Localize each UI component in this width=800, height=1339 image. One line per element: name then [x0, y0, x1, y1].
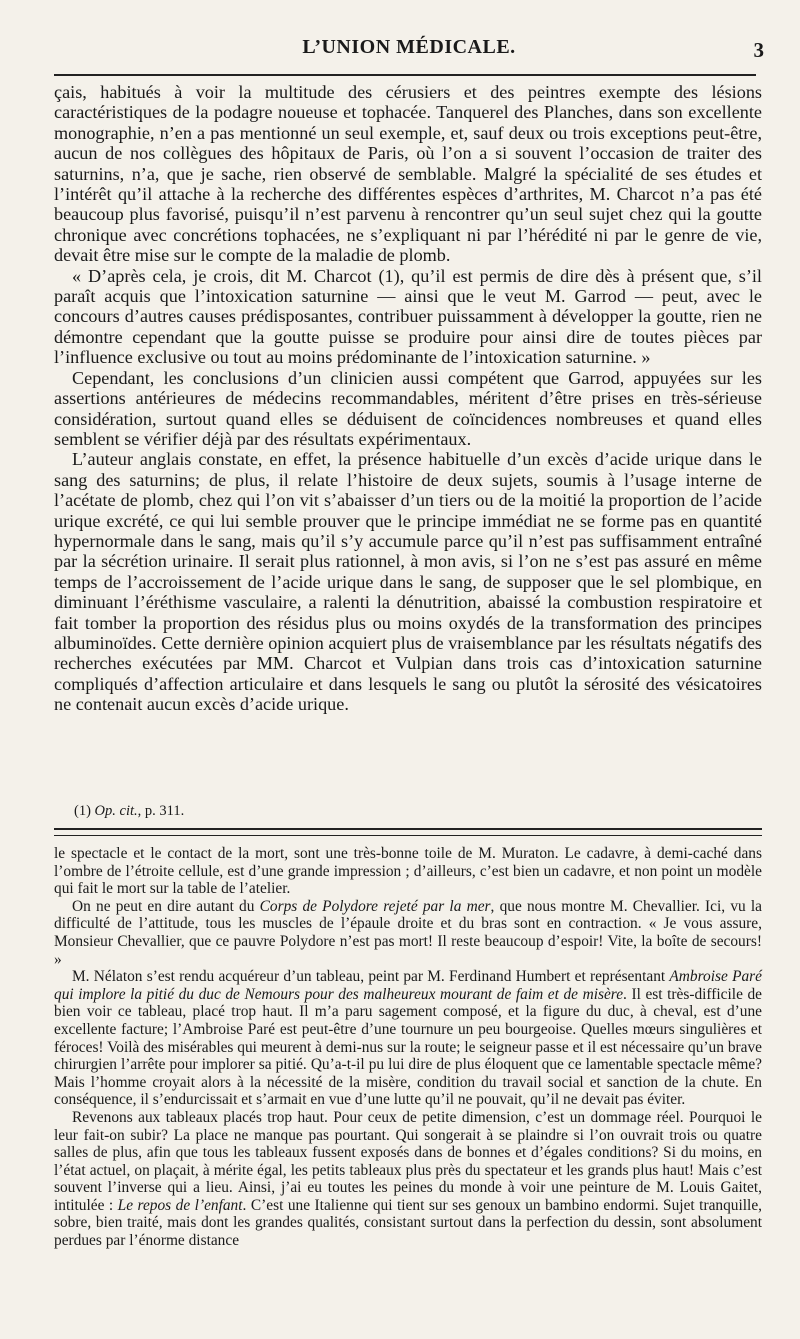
paragraph-3: Cependant, les conclusions d’un clinicien aussi compétent que Garrod, appuyées sur les assertions antérieures de médecins recommandables, méritent d’être prises en très-sérieuse considération, surtout quand elles se déduisent de coïncidences nombreuses et quand elles semblent se vérifier déjà par des résultats expérimentaux.: [54, 367, 762, 449]
main-article-text: [54, 82, 762, 715]
footnote-marker: (1): [74, 803, 91, 819]
feuilleton-paragraph-4: [54, 1109, 762, 1250]
artwork-title: Le repos de l’enfant: [117, 1196, 243, 1214]
artwork-title: Ambroise Paré qui implore la pitié du duc de Nemours pour des malheureux mourant de faim et de misère: [54, 968, 762, 1003]
footnote-source: Op. cit.: [94, 803, 138, 819]
running-title: L’UNION MÉDICALE.: [302, 36, 516, 58]
page-header: [54, 36, 764, 68]
feuilleton-text: [54, 845, 762, 1250]
text-run: . Il est très-difficile de bien voir ce tableau, placé trop haut. Il m’a paru sagement composé, et la figure du duc, à cheval, est d’une excellente facture; l’Ambroise Paré est peut-être d’une tournure un peu bourgeoise. Quelles mœurs singulières et féroces! Voilà des misérables qui meurent à demi-nus sur la route; le seigneur passe et il est nécessaire qu’un brave chirurgien l’arrête pour implorer sa pitié. Qu’a-t-il pu lui dire de plus éloquent que ce lamentable spectacle même? Mais l’homme croyait alors à la nécessité de la misère, condition du travail social et sanction de la chute. En conséquence, il s’endurcissait et s’armait en vue d’une lutte qu’il ne pouvait, qu’il ne devait pas éviter.: [54, 985, 762, 1109]
feuilleton-paragraph-2: [54, 898, 762, 968]
footnote-page: , p. 311.: [137, 803, 185, 819]
footnote: [74, 802, 184, 820]
text-run: Revenons aux tableaux placés trop haut. Pour ceux de petite dimension, c’est un dommage réel. Pourquoi le leur fait-on subir? La place ne manque pas pourtant. Qui songerait à se plaindre si l’on ouvrait trois ou quatre salles de plus, afin que tous les tableaux fussent exposés dans de bonnes et d’égales conditions? Si du moins, en l’état actuel, on plaçait, à mérite égal, les petits tableaux plus près du spectateur et les grands plus haut! Mais c’est souvent l’inverse qui a lieu. Ainsi, j’ai eu toutes les peines du monde à voir une peinture de M. Louis Gaitet, intitulée :: [54, 1108, 762, 1214]
text-run: On ne peut en dire autant du: [72, 897, 260, 915]
paragraph-1: çais, habitués à voir la multitude des cérusiers et des peintres exempte des lésions caractéristiques de la podagre noueuse et tophacée. Tanquerel des Planches, dans son excellente monographie, n’en a pas mentionné un seul exemple, et, sauf deux ou trois exceptions peut-être, aucun de nos collègues des hôpitaux de Paris, où l’on a si souvent l’occasion de traiter des saturnins, n’a, que je sache, rien observé de semblable. Malgré la spécialité de ses études et l’intérêt qu’il attache à la recherche des différentes espèces d’arthrites, M. Charcot n’a pas été beaucoup plus favorisé, puisqu’il n’est parvenu à rencontrer qu’un seul sujet chez qui la goutte chronique avec concrétions tophacées, ne s’expliquant ni par l’hérédité ni par le genre de vie, devait être mise sur le compte de la maladie de plomb.: [54, 82, 762, 266]
feuilleton-paragraph-1: le spectacle et le contact de la mort, sont une très-bonne toile de M. Muraton. Le cadavre, à demi-caché dans l’ombre de l’étroite cellule, est d’une grande impression ; d’ailleurs, c’est bien un cadavre, et non point un modèle qui fait le mort sur la table de l’atelier.: [54, 845, 762, 898]
artwork-title: Corps de Polydore rejeté par la mer: [259, 897, 491, 915]
paragraph-2: « D’après cela, je crois, dit M. Charcot (1), qu’il est permis de dire dès à présent que, s’il paraît acquis que l’intoxication saturnine — ainsi que le veut M. Garrod — peut, avec le concours d’autres causes prédisposantes, contribuer puissamment à développer la goutte, rien ne démontre cependant que la goutte puisse se produire pour ainsi dire de toutes pièces par l’influence exclusive ou tout au moins prédominante de l’intoxication saturnine. »: [54, 265, 762, 368]
header-rule: [54, 74, 756, 76]
page-number: 3: [753, 38, 764, 62]
feuilleton-paragraph-3: [54, 968, 762, 1109]
text-run: , que nous montre M. Chevallier. Ici, vu la difficulté de l’attitude, tous les muscles de l’épaule droite et du bras sont en contraction. « Je vous assure, Monsieur Chevallier, que ce pauvre Polydore n’est pas mort! Il reste beaucoup d’espoir! Vite, la boîte de secours! »: [54, 897, 763, 968]
section-divider: [54, 828, 762, 836]
text-run: . C’est une Italienne qui tient sur ses genoux un bambino endormi. Sujet tranquille, sobre, bien traité, mais dont les grandes qualités, consistant surtout dans la perfection du dessin, sont absolument perdues par l’énorme distance: [54, 1196, 762, 1250]
paragraph-4: L’auteur anglais constate, en effet, la présence habituelle d’un excès d’acide urique dans le sang des saturnins; de plus, il relate l’histoire de deux sujets, soumis à l’usage interne de l’acétate de plomb, chez qui l’on vit s’abaisser d’un tiers ou de la moitié la proportion de l’acide urique excrété, ce qui lui semble prouver que le principe immédiat ne se forme pas en quantité hypernormale dans le sang, mais qu’il s’y accumule parce qu’il n’est pas suffisamment entraîné par la sécrétion urinaire. Il serait plus rationnel, à mon avis, si l’on ne s’est pas assuré en même temps de l’accroissement de l’acide urique dans le sang, de supposer que le sel plombique, en diminuant l’éréthisme vasculaire, a ralenti la dénutrition, abaissé la combustion respiratoire et fait tomber la proportion des résidus plus ou moins oxydés de la transformation des principes albuminoïdes. Cette dernière opinion acquiert plus de vraisemblance par les résultats négatifs des recherches exécutées par MM. Charcot et Vulpian dans trois cas d’intoxication saturnine compliqués d’affection articulaire et dans lesquels le sang ou plutôt la sérosité des vésicatoires ne contenait aucun excès d’acide urique.: [54, 449, 762, 715]
text-run: M. Nélaton s’est rendu acquéreur d’un tableau, peint par M. Ferdinand Humbert et représentant: [72, 968, 670, 986]
